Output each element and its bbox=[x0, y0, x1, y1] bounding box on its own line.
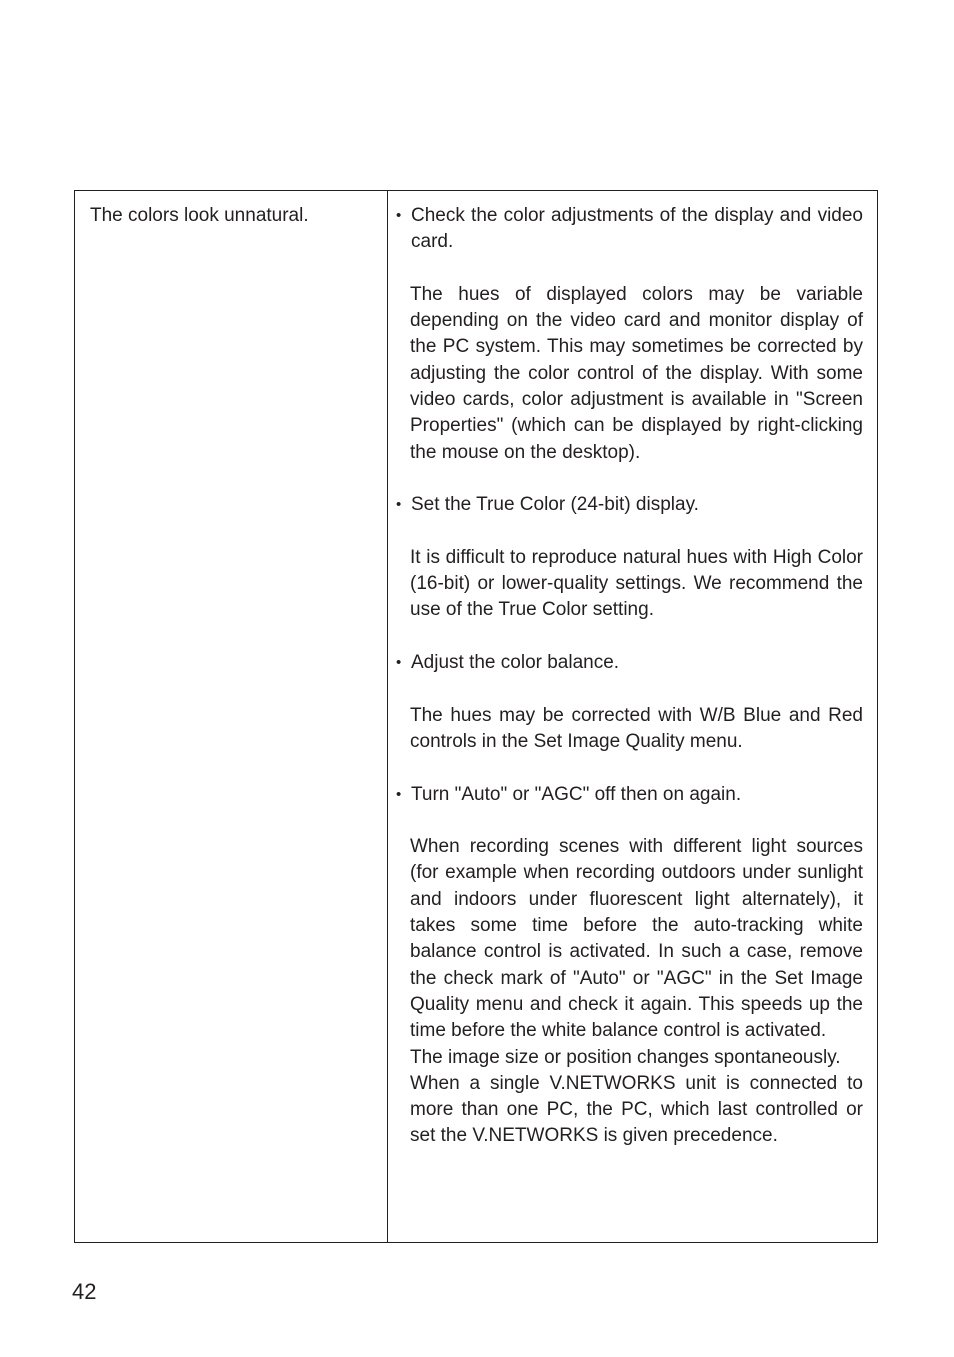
remedy-heading-text: Adjust the color balance. bbox=[411, 652, 620, 674]
remedy-heading bbox=[395, 492, 863, 518]
remedy-body: It is difficult to reproduce natural hues with High Color (16-bit) or lower-quality settings. We recommend the use of the True Color setting. bbox=[410, 546, 863, 621]
remedy-heading bbox=[395, 650, 863, 676]
remedy-item bbox=[395, 650, 863, 755]
bullet-icon: • bbox=[396, 654, 402, 672]
page-number: 42 bbox=[72, 1279, 97, 1304]
remedy-body: The hues may be corrected with W/B Blue and Red controls in the Set Image Quality menu. bbox=[410, 704, 863, 752]
remedy-heading bbox=[395, 203, 863, 256]
extra-symptom-line: The image size or position changes spontaneously. bbox=[410, 1046, 841, 1068]
remedy-heading-text: Set the True Color (24-bit) display. bbox=[411, 494, 699, 516]
remedy-item bbox=[395, 203, 863, 466]
symptom-column bbox=[75, 191, 388, 1242]
remedy-heading-text: Check the color adjustments of the display and video card. bbox=[411, 205, 863, 253]
remedy-heading bbox=[395, 782, 863, 808]
remedy-column bbox=[388, 191, 877, 1242]
remedy-body: When recording scenes with different light sources (for example when recording outdoors under sunlight and indoors under fluorescent light alternately), it takes some time before the auto-tracking white balance control is activated. In such a case, remove the check mark of "Auto" or "AGC" in the Set Image Quality menu and check it again. This speeds up the time before the white balance control is activated. bbox=[410, 836, 863, 1042]
troubleshooting-table bbox=[74, 190, 878, 1243]
remedy-item bbox=[395, 492, 863, 623]
bullet-icon: • bbox=[396, 207, 402, 224]
remedy-body: The hues of displayed colors may be variable depending on the video card and monitor display of the PC system. This may sometimes be corrected by adjusting the color control of the display. With some video cards, color adjustment is available in "Screen Properties" (which can be displayed by right-clicking the mouse on the desktop). bbox=[410, 283, 863, 463]
bullet-icon: • bbox=[396, 785, 402, 803]
symptom-text: The colors look unnatural. bbox=[90, 205, 309, 226]
extra-remedy-line: When a single V.NETWORKS unit is connected to more than one PC, the PC, which last controlled or set the V.NETWORKS is given precedence. bbox=[410, 1072, 863, 1147]
bullet-icon: • bbox=[396, 496, 402, 514]
remedy-heading-text: Turn "Auto" or "AGC" off then on again. bbox=[411, 783, 742, 805]
remedy-item bbox=[395, 782, 863, 1045]
